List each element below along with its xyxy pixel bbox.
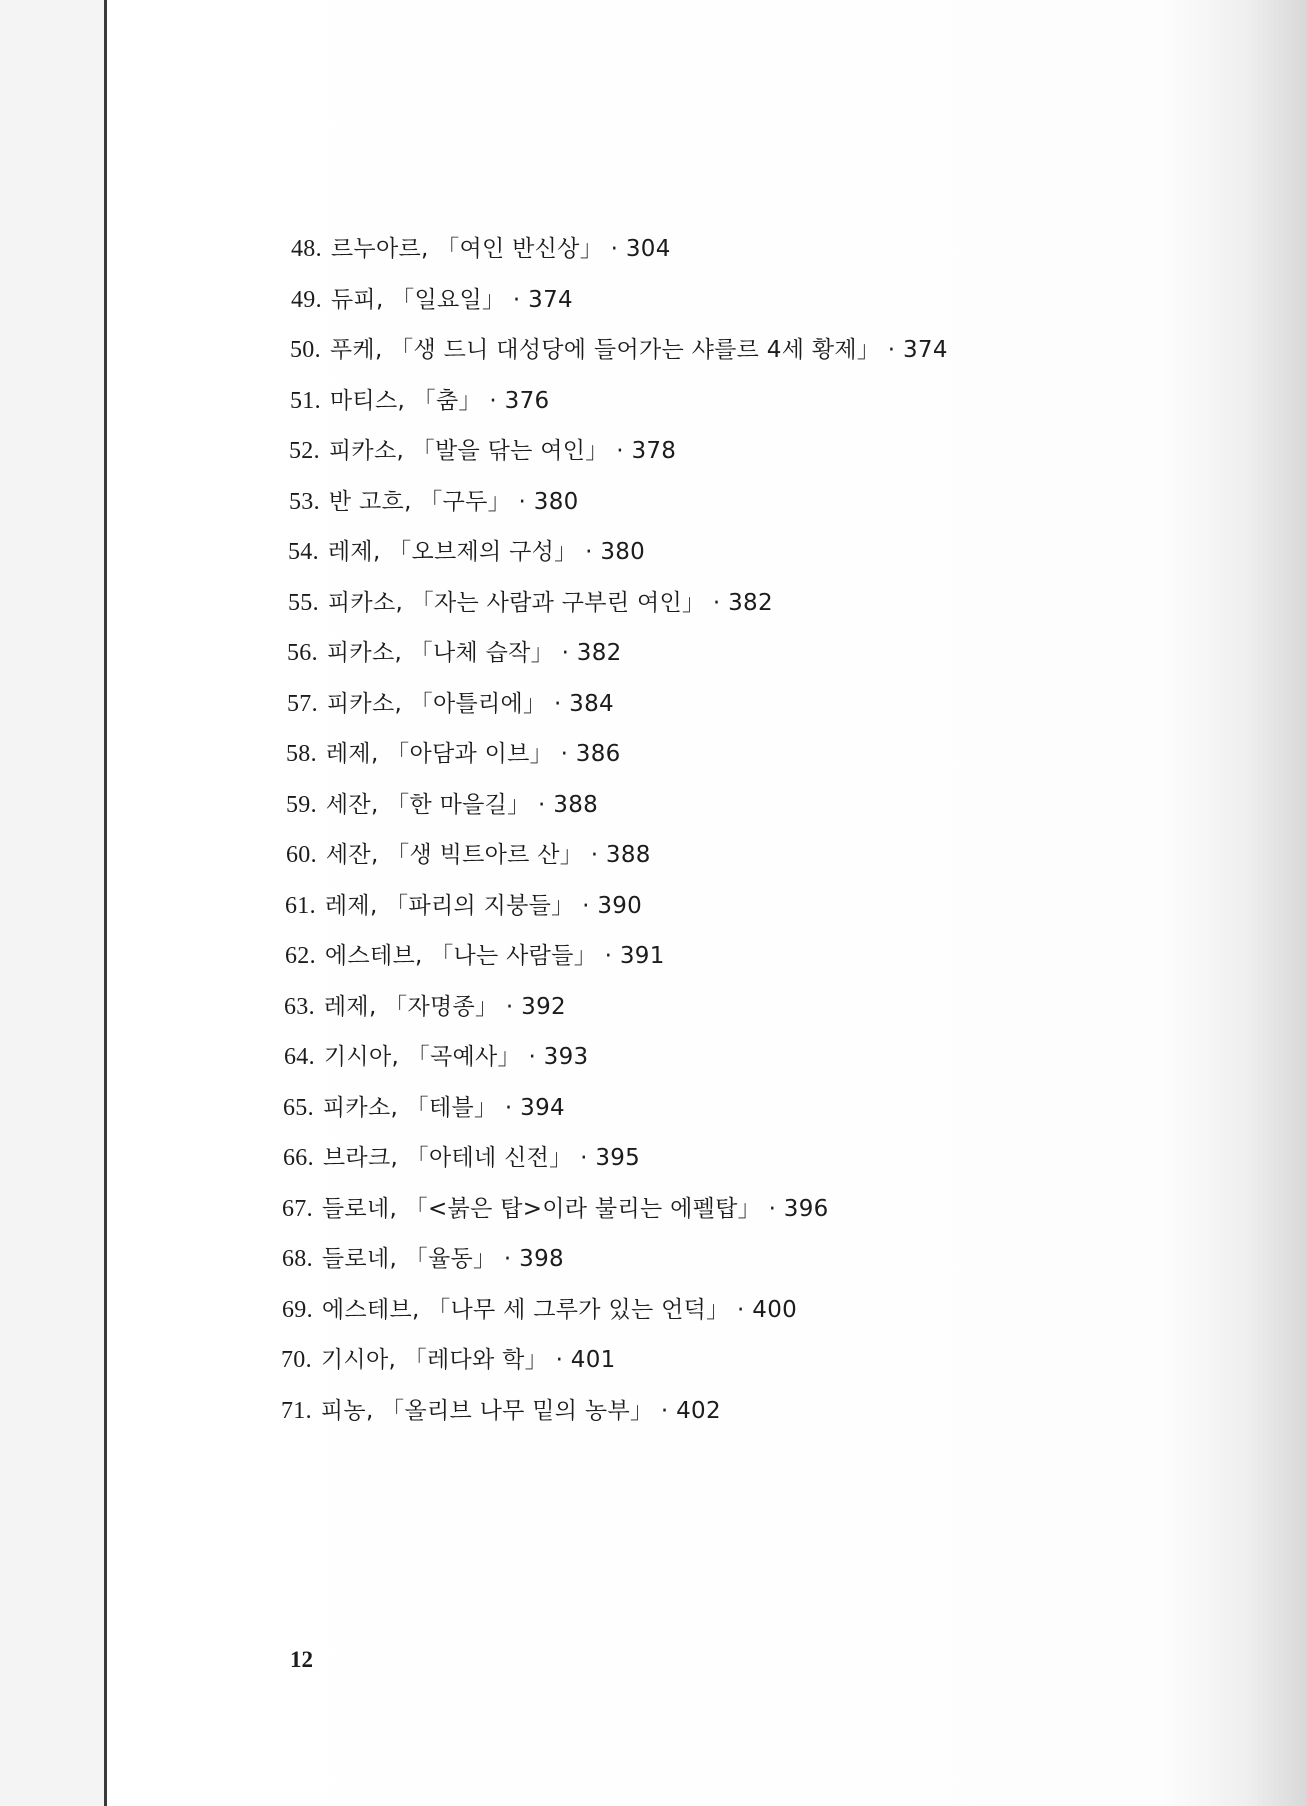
list-item-text: 레제, 「오브제의 구성」 · 380 — [327, 539, 646, 565]
list-item-text: 레제, 「파리의 지붕들」 · 390 — [324, 893, 643, 919]
list-item — [281, 1397, 721, 1425]
list-item — [285, 942, 665, 970]
list-item-number: 48. — [291, 236, 322, 262]
list-item-number: 69. — [282, 1297, 313, 1323]
list-item — [284, 1043, 588, 1071]
list-item-number: 63. — [284, 994, 315, 1020]
list-item-number: 70. — [281, 1347, 312, 1373]
list-item-number: 59. — [286, 792, 317, 818]
list-item-number: 54. — [288, 539, 319, 565]
list-item-text: 브라크, 「아테네 신전」 · 395 — [322, 1145, 641, 1171]
list-item-number: 50. — [290, 337, 321, 363]
list-item-text: 기시아, 「곡예사」 · 393 — [323, 1044, 589, 1070]
list-item-text: 에스테브, 「나무 세 그루가 있는 언덕」 · 400 — [321, 1297, 798, 1323]
list-item-number: 58. — [286, 741, 317, 767]
list-item-text: 피카소, 「나체 습작」 · 382 — [326, 640, 622, 666]
list-item-number: 68. — [282, 1246, 313, 1272]
list-item-text: 들로네, 「<붉은 탑>이라 불리는 에펠탑」 · 396 — [321, 1196, 829, 1222]
list-item-text: 피카소, 「발을 닦는 여인」 · 378 — [328, 438, 677, 464]
list-item — [284, 993, 566, 1021]
list-item-text: 에스테브, 「나는 사람들」 · 391 — [324, 943, 665, 969]
book-page — [104, 0, 1307, 1806]
list-item — [286, 841, 651, 869]
list-item-text: 레제, 「자명종」 · 392 — [323, 994, 566, 1020]
list-item-text: 들로네, 「율동」 · 398 — [321, 1246, 564, 1272]
list-item — [287, 690, 614, 718]
list-item — [289, 437, 676, 465]
list-item — [290, 387, 549, 415]
list-item-number: 51. — [290, 388, 321, 414]
list-item-text: 세잔, 「한 마을길」 · 388 — [325, 792, 599, 818]
list-item-number: 64. — [284, 1044, 315, 1070]
list-item-text: 피카소, 「아틀리에」 · 384 — [326, 691, 614, 717]
page-number: 12 — [290, 1647, 313, 1672]
list-item-text: 르누아르, 「여인 반신상」 · 304 — [330, 236, 671, 262]
list-item-text: 푸케, 「생 드니 대성당에 들어가는 샤를르 4세 황제」 · 374 — [329, 337, 948, 363]
list-item-number: 67. — [282, 1196, 313, 1222]
list-item — [287, 639, 622, 667]
list-item-number: 53. — [289, 489, 320, 515]
list-item — [282, 1195, 829, 1223]
list-item — [288, 538, 645, 566]
list-item-text: 레제, 「아담과 이브」 · 386 — [325, 741, 621, 767]
illustration-list — [107, 0, 1307, 1806]
list-item-number: 71. — [281, 1398, 312, 1424]
list-item — [283, 1094, 565, 1122]
list-item — [282, 1245, 564, 1273]
list-item-number: 52. — [289, 438, 320, 464]
list-item-text: 마티스, 「춤」 · 376 — [329, 388, 550, 414]
list-item-text: 세잔, 「생 빅트아르 산」 · 388 — [325, 842, 651, 868]
list-item-text: 반 고흐, 「구두」 · 380 — [328, 489, 579, 515]
list-item-number: 55. — [288, 590, 319, 616]
list-item-number: 57. — [287, 691, 318, 717]
list-item-text: 피카소, 「자는 사람과 구부린 여인」 · 382 — [327, 590, 773, 616]
list-item — [291, 235, 671, 263]
list-item-number: 65. — [283, 1095, 314, 1121]
list-item-text: 듀피, 「일요일」 · 374 — [330, 287, 573, 313]
list-item — [289, 488, 579, 516]
list-item — [286, 740, 621, 768]
list-item — [290, 336, 948, 364]
list-item — [291, 286, 573, 314]
list-item-text: 피농, 「올리브 나무 밑의 농부」 · 402 — [320, 1398, 721, 1424]
list-item — [286, 791, 598, 819]
list-item-text: 피카소, 「테블」 · 394 — [322, 1095, 565, 1121]
list-item — [288, 589, 773, 617]
list-item — [282, 1296, 797, 1324]
list-item — [283, 1144, 640, 1172]
list-item-text: 기시아, 「레다와 학」 · 401 — [320, 1347, 616, 1373]
list-item-number: 62. — [285, 943, 316, 969]
list-item-number: 61. — [285, 893, 316, 919]
list-item-number: 56. — [287, 640, 318, 666]
list-item-number: 49. — [291, 287, 322, 313]
list-item — [285, 892, 642, 920]
list-item-number: 60. — [286, 842, 317, 868]
list-item — [281, 1346, 616, 1374]
list-item-number: 66. — [283, 1145, 314, 1171]
